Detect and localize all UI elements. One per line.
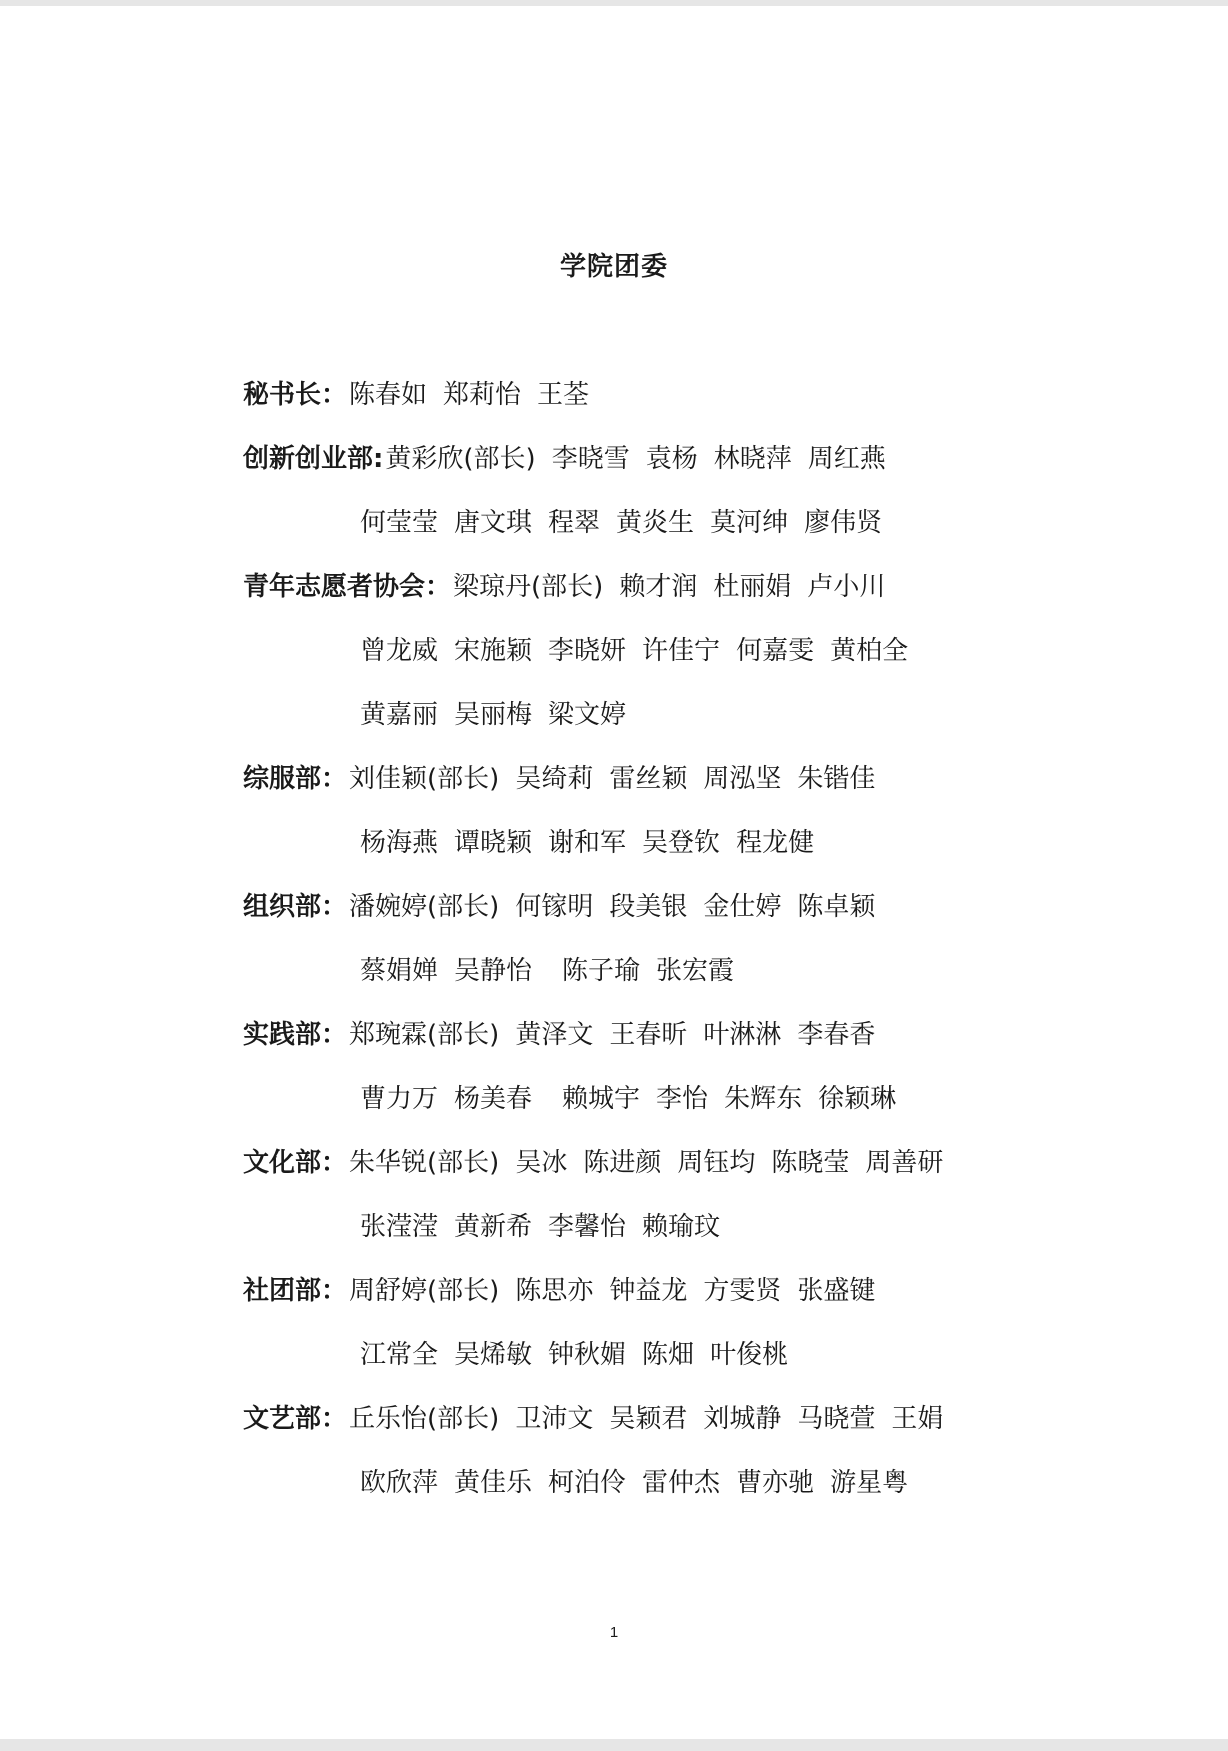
member-name: 赖才润 bbox=[619, 571, 698, 602]
section-line bbox=[243, 360, 1143, 424]
section-line bbox=[243, 1064, 1143, 1128]
member-name: 何镓明 bbox=[515, 891, 594, 922]
member-name: 王娟 bbox=[891, 1403, 944, 1434]
member-name: 金仕婷 bbox=[703, 891, 782, 922]
section-innovation-dept bbox=[243, 424, 1143, 552]
section-line bbox=[243, 616, 1143, 680]
member-name: 李晓妍 bbox=[548, 635, 627, 666]
member-name: 杨美春 bbox=[454, 1083, 533, 1114]
member-name: 曹亦驰 bbox=[736, 1467, 815, 1498]
member-name: 游星粤 bbox=[830, 1467, 909, 1498]
section-line bbox=[243, 1448, 1143, 1512]
member-name: 曹力万 bbox=[360, 1083, 439, 1114]
member-name: 程翠 bbox=[548, 507, 601, 538]
member-name: 李怡 bbox=[656, 1083, 709, 1114]
member-name: 王春昕 bbox=[609, 1019, 688, 1050]
page-number: 1 bbox=[609, 1624, 619, 1641]
member-name: 宋施颖 bbox=[454, 635, 533, 666]
section-line bbox=[243, 936, 1143, 1000]
member-name: 黄佳乐 bbox=[454, 1467, 533, 1498]
member-name: 程龙健 bbox=[736, 827, 815, 858]
member-name: 林晓萍 bbox=[713, 443, 792, 474]
section-line bbox=[243, 1384, 1143, 1448]
name-list bbox=[349, 1142, 943, 1179]
member-name: 陈晓莹 bbox=[771, 1147, 850, 1178]
member-name: 钟益龙 bbox=[609, 1275, 688, 1306]
member-name: 钟秋媚 bbox=[548, 1339, 627, 1370]
name-list bbox=[385, 438, 885, 475]
member-name: 马晓萱 bbox=[797, 1403, 876, 1434]
member-name: 陈畑 bbox=[642, 1339, 695, 1370]
section-line bbox=[243, 424, 1143, 488]
member-name: 潘婉婷(部长) bbox=[349, 891, 500, 922]
member-name: 叶淋淋 bbox=[703, 1019, 782, 1050]
member-name: 卢小川 bbox=[807, 571, 886, 602]
section-label: 社团部： bbox=[243, 1275, 348, 1306]
member-name: 雷丝颖 bbox=[609, 763, 688, 794]
member-name: 张滢滢 bbox=[360, 1211, 439, 1242]
member-name: 王荃 bbox=[537, 379, 590, 410]
member-name: 莫河绅 bbox=[710, 507, 789, 538]
member-name: 朱辉东 bbox=[724, 1083, 803, 1114]
member-name: 雷仲杰 bbox=[642, 1467, 721, 1498]
member-name: 郑莉怡 bbox=[443, 379, 522, 410]
member-name: 张宏霞 bbox=[656, 955, 735, 986]
name-list bbox=[349, 758, 875, 795]
member-name: 杨海燕 bbox=[360, 827, 439, 858]
member-name: 欧欣萍 bbox=[360, 1467, 439, 1498]
member-name: 朱华锐(部长) bbox=[349, 1147, 500, 1178]
name-list bbox=[360, 630, 908, 667]
member-name: 谭晓颖 bbox=[454, 827, 533, 858]
section-practice-dept bbox=[243, 1000, 1143, 1128]
section-clubs-dept bbox=[243, 1256, 1143, 1384]
member-name: 吴冰 bbox=[515, 1147, 568, 1178]
section-organization-dept bbox=[243, 872, 1143, 1000]
section-label: 创新创业部: bbox=[243, 443, 384, 474]
member-name: 吴丽梅 bbox=[454, 699, 533, 730]
member-name: 陈卓颖 bbox=[797, 891, 876, 922]
document-title: 学院团委 bbox=[559, 252, 668, 282]
member-name: 江常全 bbox=[360, 1339, 439, 1370]
section-line bbox=[243, 488, 1143, 552]
member-name: 李馨怡 bbox=[548, 1211, 627, 1242]
member-name: 梁琼丹(部长) bbox=[453, 571, 604, 602]
member-name: 许佳宁 bbox=[642, 635, 721, 666]
member-name: 周钰均 bbox=[677, 1147, 756, 1178]
member-name: 方雯贤 bbox=[703, 1275, 782, 1306]
name-list bbox=[360, 950, 734, 987]
member-name: 陈春如 bbox=[349, 379, 428, 410]
member-name: 陈思亦 bbox=[515, 1275, 594, 1306]
member-name: 吴登钦 bbox=[642, 827, 721, 858]
section-label: 文化部： bbox=[243, 1147, 348, 1178]
member-name: 吴绮莉 bbox=[515, 763, 594, 794]
member-name: 谢和军 bbox=[548, 827, 627, 858]
member-name: 李春香 bbox=[797, 1019, 876, 1050]
member-name: 吴静怡 bbox=[454, 955, 533, 986]
member-name: 刘佳颖(部长) bbox=[349, 763, 500, 794]
section-label: 实践部： bbox=[243, 1019, 348, 1050]
member-name: 李晓雪 bbox=[551, 443, 630, 474]
member-name: 周红燕 bbox=[807, 443, 886, 474]
section-line bbox=[243, 808, 1143, 872]
member-name: 徐颖琳 bbox=[818, 1083, 897, 1114]
name-list bbox=[349, 886, 875, 923]
section-volunteer-assoc bbox=[243, 552, 1143, 744]
member-name: 朱锴佳 bbox=[797, 763, 876, 794]
member-name: 周泓坚 bbox=[703, 763, 782, 794]
member-name: 郑琬霖(部长) bbox=[349, 1019, 500, 1050]
name-list bbox=[360, 1078, 896, 1115]
member-name: 段美银 bbox=[609, 891, 688, 922]
member-name: 梁文婷 bbox=[548, 699, 627, 730]
section-line bbox=[243, 680, 1143, 744]
name-list bbox=[360, 1462, 908, 1499]
member-name: 赖瑜玟 bbox=[642, 1211, 721, 1242]
section-line bbox=[243, 1000, 1143, 1064]
member-name: 黄炎生 bbox=[616, 507, 695, 538]
name-list bbox=[349, 374, 589, 411]
document-page bbox=[0, 6, 1228, 1739]
member-name: 廖伟贤 bbox=[804, 507, 883, 538]
section-label: 组织部： bbox=[243, 891, 348, 922]
member-name: 周善研 bbox=[865, 1147, 944, 1178]
section-label: 文艺部： bbox=[243, 1403, 348, 1434]
name-list bbox=[360, 694, 626, 731]
member-name: 张盛键 bbox=[797, 1275, 876, 1306]
section-line bbox=[243, 1256, 1143, 1320]
member-name: 吴颖君 bbox=[609, 1403, 688, 1434]
section-label: 青年志愿者协会： bbox=[243, 571, 452, 602]
member-name: 吴烯敏 bbox=[454, 1339, 533, 1370]
member-name: 赖城宇 bbox=[562, 1083, 641, 1114]
member-name: 何莹莹 bbox=[360, 507, 439, 538]
section-line bbox=[243, 1128, 1143, 1192]
name-list bbox=[360, 1206, 720, 1243]
member-name: 丘乐怡(部长) bbox=[349, 1403, 500, 1434]
member-name: 周舒婷(部长) bbox=[349, 1275, 500, 1306]
name-list bbox=[360, 822, 814, 859]
member-name: 曾龙威 bbox=[360, 635, 439, 666]
member-name: 黄嘉丽 bbox=[360, 699, 439, 730]
section-arts-dept bbox=[243, 1384, 1143, 1512]
section-line bbox=[243, 1192, 1143, 1256]
name-list bbox=[349, 1398, 943, 1435]
member-name: 卫沛文 bbox=[515, 1403, 594, 1434]
member-name: 何嘉雯 bbox=[736, 635, 815, 666]
section-line bbox=[243, 744, 1143, 808]
name-list bbox=[360, 502, 882, 539]
section-secretary-general bbox=[243, 360, 1143, 424]
section-line bbox=[243, 1320, 1143, 1384]
member-name: 蔡娟婵 bbox=[360, 955, 439, 986]
name-list bbox=[349, 1270, 875, 1307]
name-list bbox=[360, 1334, 788, 1371]
member-name: 黄彩欣(部长) bbox=[385, 443, 536, 474]
section-label: 综服部： bbox=[243, 763, 348, 794]
member-name: 唐文琪 bbox=[454, 507, 533, 538]
member-name: 陈子瑜 bbox=[562, 955, 641, 986]
member-name: 杜丽娟 bbox=[713, 571, 792, 602]
member-name: 陈进颜 bbox=[583, 1147, 662, 1178]
member-name: 柯泊伶 bbox=[548, 1467, 627, 1498]
member-name: 刘城静 bbox=[703, 1403, 782, 1434]
section-line bbox=[243, 552, 1143, 616]
section-label: 秘书长： bbox=[243, 379, 348, 410]
member-name: 叶俊桃 bbox=[710, 1339, 789, 1370]
name-list bbox=[453, 566, 885, 603]
section-general-services bbox=[243, 744, 1143, 872]
section-culture-dept bbox=[243, 1128, 1143, 1256]
member-name: 黄泽文 bbox=[515, 1019, 594, 1050]
member-name: 黄柏全 bbox=[830, 635, 909, 666]
section-line bbox=[243, 872, 1143, 936]
member-name: 黄新希 bbox=[454, 1211, 533, 1242]
member-name: 袁杨 bbox=[645, 443, 698, 474]
name-list bbox=[349, 1014, 875, 1051]
